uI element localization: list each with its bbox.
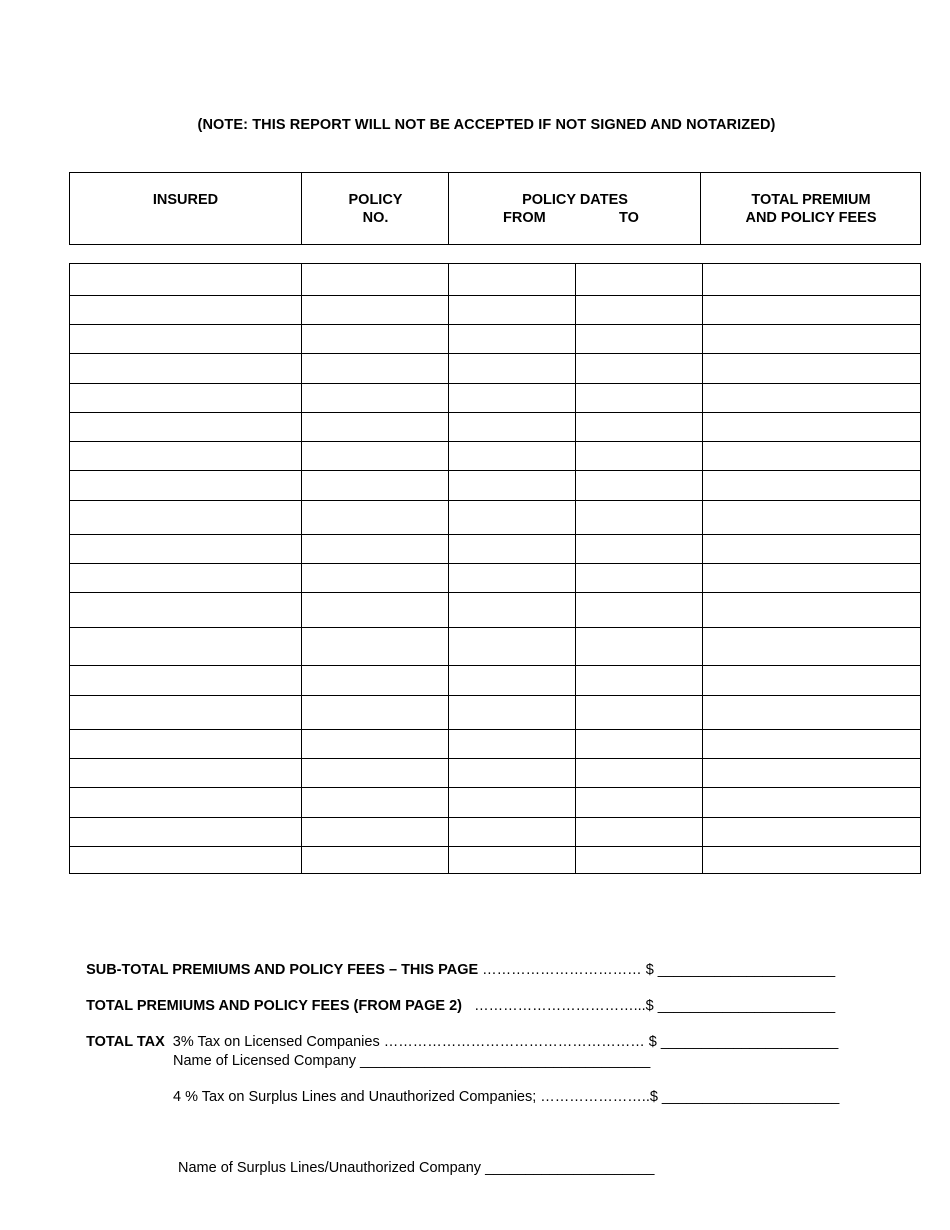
grid-row-line	[70, 324, 920, 325]
header-total-line1: TOTAL PREMIUM	[751, 192, 871, 208]
header-policy-no	[302, 173, 449, 244]
notarization-note: (NOTE: THIS REPORT WILL NOT BE ACCEPTED IF NOT SIGNED AND NOTARIZED)	[197, 117, 776, 133]
header-to: TO	[619, 210, 639, 226]
grid-row-line	[70, 627, 920, 628]
grid-row-line	[70, 665, 920, 666]
grid-row-line	[70, 383, 920, 384]
surplus-tax-line[interactable]: 4 % Tax on Surplus Lines and Unauthorized Companies; …………………..$ ______________________	[173, 1089, 840, 1105]
header-policy-dates	[449, 173, 701, 244]
grid-row-line	[70, 412, 920, 413]
grid-row-line	[70, 846, 920, 847]
policy-entry-grid	[69, 263, 921, 874]
surplus-company-line[interactable]: Name of Surplus Lines/Unauthorized Company _____________________	[178, 1160, 655, 1176]
grid-row-line	[70, 592, 920, 593]
header-policy-no-line1: POLICY	[348, 192, 403, 208]
grid-row-line	[70, 500, 920, 501]
grid-row-line	[70, 817, 920, 818]
licensed-tax-blank[interactable]: 3% Tax on Licensed Companies ……………………………………………… $ ______________________	[164, 1034, 839, 1050]
header-policy-no-line2: NO.	[362, 210, 389, 226]
grid-row-line	[70, 729, 920, 730]
grid-row-line	[70, 295, 920, 296]
subtotal-label: SUB-TOTAL PREMIUMS AND POLICY FEES – THIS PAGE	[86, 962, 479, 978]
grid-row-line	[70, 695, 920, 696]
header-from: FROM	[503, 210, 546, 226]
header-insured	[70, 173, 301, 244]
header-insured-label: INSURED	[152, 192, 219, 208]
grid-row-line	[70, 441, 920, 442]
total-tax-label: TOTAL TAX	[86, 1034, 165, 1050]
grid-row-line	[70, 534, 920, 535]
total-page2-line	[78, 982, 835, 1014]
grid-row-line	[70, 563, 920, 564]
grid-row-line	[70, 353, 920, 354]
column-header-table	[69, 172, 921, 245]
total-tax-line	[78, 1018, 838, 1050]
header-total-line2: AND POLICY FEES	[745, 210, 877, 226]
header-total-premium	[701, 173, 921, 244]
grid-row-line	[70, 758, 920, 759]
total-page2-blank[interactable]: ……………………………...$ ______________________	[462, 998, 836, 1014]
grid-row-line	[70, 787, 920, 788]
subtotal-line	[78, 946, 835, 978]
subtotal-blank[interactable]: …………………………… $ ______________________	[478, 962, 836, 978]
header-policy-dates-label: POLICY DATES	[522, 192, 628, 208]
grid-row-line	[70, 470, 920, 471]
licensed-company-line[interactable]: Name of Licensed Company ____________________________________	[173, 1053, 651, 1069]
total-page2-label: TOTAL PREMIUMS AND POLICY FEES (FROM PAGE 2)	[86, 998, 463, 1014]
